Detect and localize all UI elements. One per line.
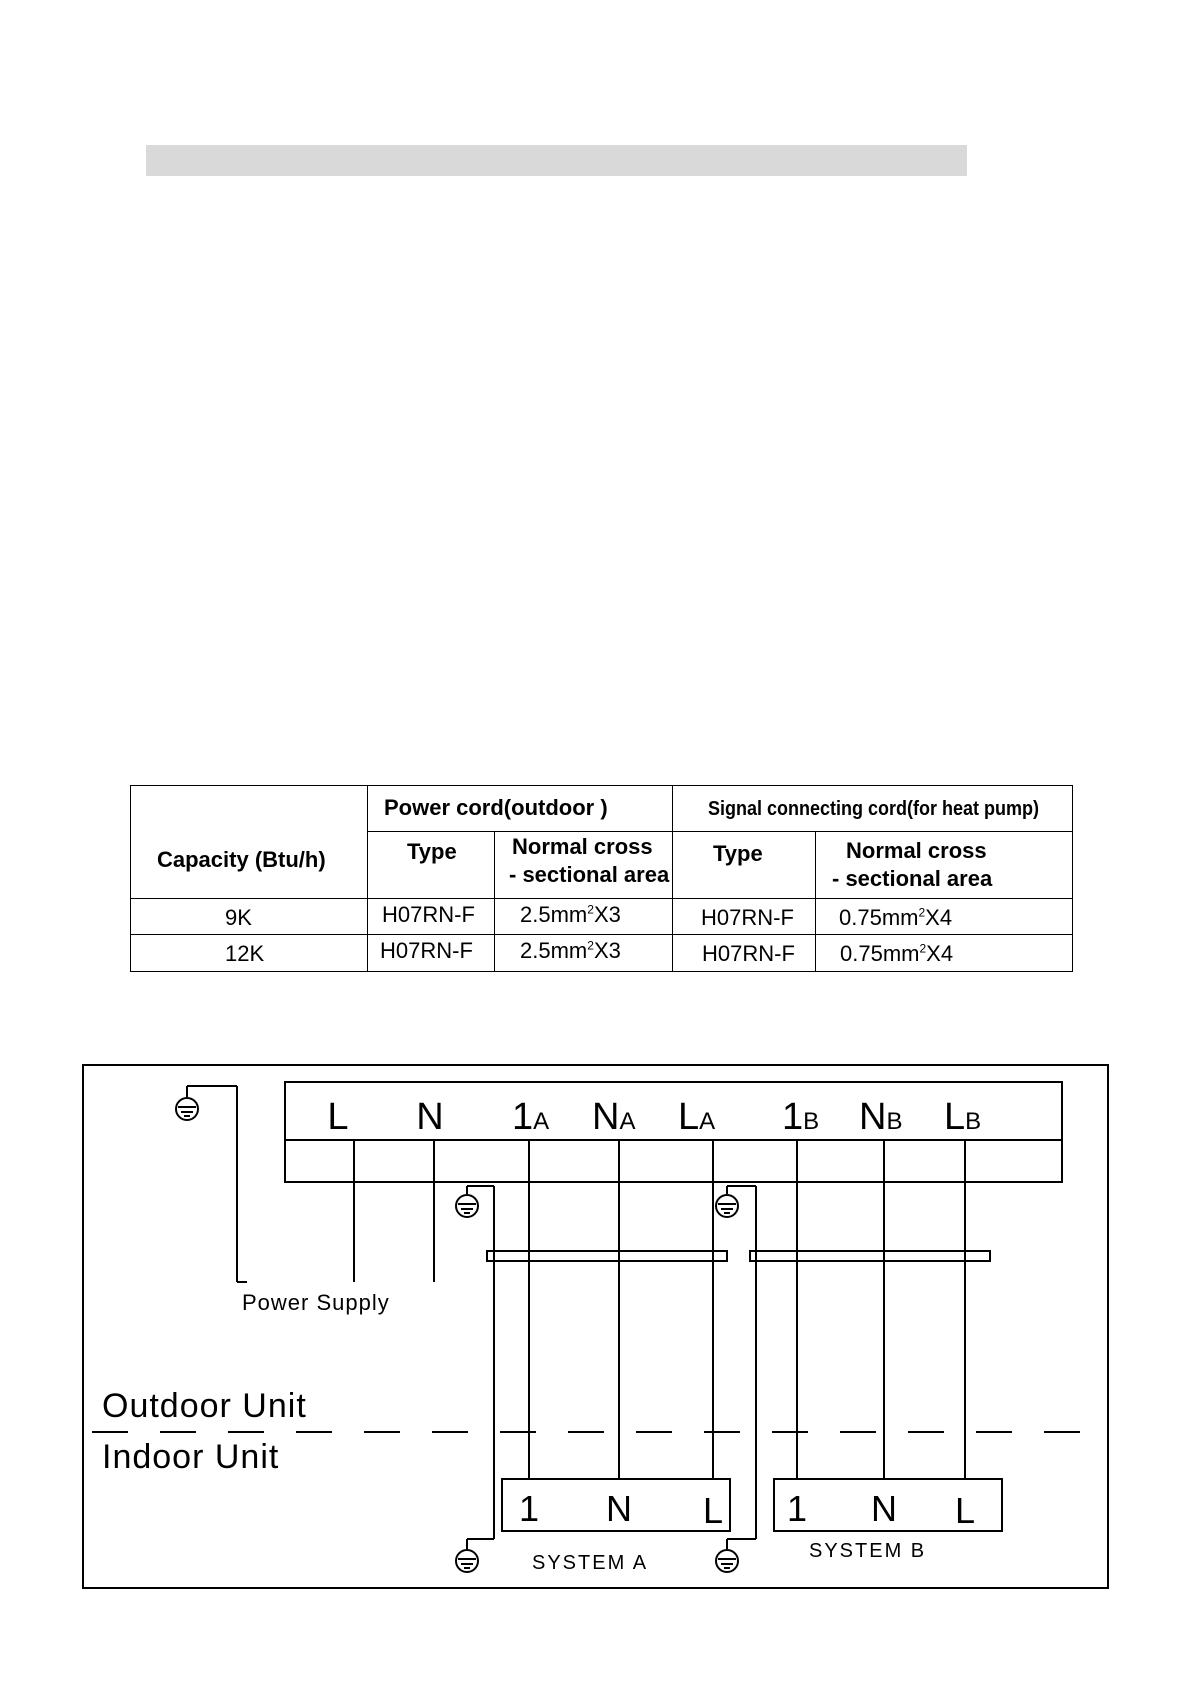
- power-area-header: Normal cross - sectional area: [509, 834, 670, 887]
- terminal-LB: LB: [944, 1096, 982, 1138]
- earth-icon-system-b-outdoor: [716, 1195, 738, 1217]
- row-12k-signal-area: $0.75mm^2X4$: [840, 941, 954, 966]
- terminal-LA: LA: [678, 1096, 716, 1138]
- signal-area-header: Normal cross - sectional area: [832, 838, 993, 891]
- cord-spec-table: [130, 785, 1073, 972]
- wiring-diagram: [82, 1064, 1110, 1592]
- cable-clamp-a: [487, 1251, 727, 1261]
- row-9k-signal-area: $0.75mm^2X4$: [839, 905, 953, 930]
- signal-cord-header: Signal connecting cord(for heat pump): [708, 798, 1040, 820]
- earth-icon-system-a-indoor: [456, 1550, 478, 1572]
- terminal-labels: [327, 1096, 981, 1138]
- section-heading-bar: [146, 145, 967, 176]
- svg-text:L: L: [702, 1490, 724, 1531]
- power-type-header: Type: [407, 839, 457, 864]
- terminal-N: N: [416, 1096, 444, 1138]
- row-9k-power-type: H07RN-F: [382, 902, 475, 927]
- terminal-1A: 1A: [512, 1096, 550, 1138]
- row-9k-signal-type: H07RN-F: [701, 905, 794, 930]
- row-9k-capacity: 9K: [225, 905, 252, 930]
- earth-icon-system-a-outdoor: [456, 1195, 478, 1217]
- svg-text:L: L: [954, 1490, 976, 1531]
- row-12k-power-area: $2.5mm^2X3$: [520, 938, 621, 963]
- cable-clamp-b: [750, 1251, 990, 1261]
- svg-text:N: N: [871, 1488, 897, 1529]
- terminal-1B: 1B: [782, 1096, 820, 1138]
- svg-text:N: N: [606, 1488, 632, 1529]
- signal-type-header: Type: [713, 841, 763, 866]
- outdoor-unit-label: Outdoor Unit: [102, 1387, 307, 1425]
- svg-text:1: 1: [786, 1488, 808, 1529]
- indoor-unit-label: Indoor Unit: [102, 1438, 280, 1476]
- terminal-NA: NA: [592, 1096, 636, 1138]
- power-cord-header: Power cord(outdoor ): [384, 795, 608, 820]
- system-a-label: SYSTEM A: [532, 1552, 649, 1574]
- system-b-label: SYSTEM B: [809, 1540, 927, 1562]
- svg-text:1: 1: [518, 1488, 540, 1529]
- power-supply-label: Power Supply: [242, 1290, 390, 1315]
- row-12k-capacity: 12K: [225, 941, 265, 966]
- terminal-L: L: [327, 1096, 349, 1138]
- row-9k-power-area: $2.5mm^2X3$: [520, 902, 621, 927]
- row-12k-power-type: H07RN-F: [380, 938, 473, 963]
- terminal-NB: NB: [859, 1096, 903, 1138]
- earth-icon-system-b-indoor: [716, 1550, 738, 1572]
- earth-icon: [176, 1098, 198, 1120]
- capacity-header: Capacity (Btu/h): [157, 847, 326, 872]
- row-12k-signal-type: H07RN-F: [702, 941, 795, 966]
